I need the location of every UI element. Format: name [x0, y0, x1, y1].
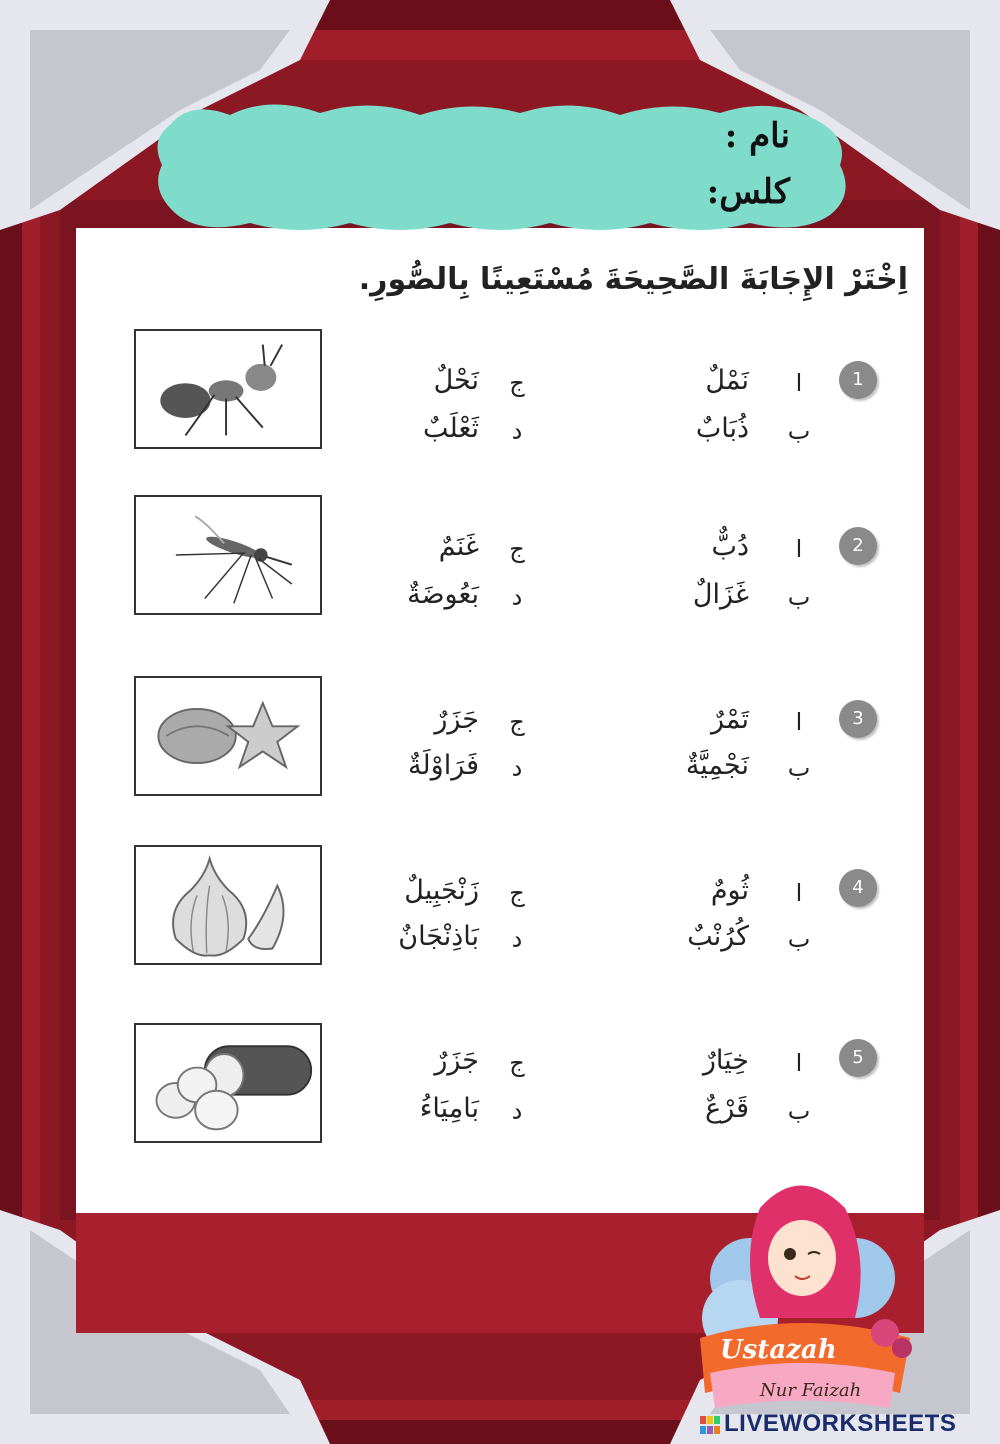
cucumber-icon	[136, 1025, 320, 1141]
option-d-letter: د	[511, 583, 523, 611]
option-c-word[interactable]: نَحْلٌ	[433, 365, 479, 396]
option-c-word[interactable]: جَزَرٌ	[434, 704, 479, 735]
option-c-letter: ج	[509, 879, 525, 907]
option-c-letter: ج	[509, 708, 525, 736]
mosquito-icon	[136, 497, 320, 613]
question-image	[134, 845, 322, 965]
option-c-letter: ج	[509, 535, 525, 563]
option-a-letter: ا	[795, 879, 803, 907]
option-b-word[interactable]: نَجْمِيَّةٌ	[685, 750, 749, 781]
question-3	[134, 676, 884, 796]
option-c-word[interactable]: غَنَمٌ	[438, 531, 479, 562]
option-d-letter: د	[511, 1097, 523, 1125]
question-1	[134, 329, 884, 449]
option-d-word[interactable]: بَعُوضَةٌ	[407, 579, 479, 610]
ant-icon	[136, 331, 320, 447]
brand-text: LIVEWORKSHEETS	[724, 1410, 957, 1437]
question-image	[134, 329, 322, 449]
question-5	[134, 1023, 884, 1143]
question-image	[134, 1023, 322, 1143]
option-d-word[interactable]: فَرَاوْلَةٌ	[407, 750, 479, 781]
option-a-word[interactable]: ثُومٌ	[710, 875, 749, 906]
option-b-letter: ب	[787, 417, 811, 445]
option-a-word[interactable]: دُبٌّ	[711, 531, 749, 562]
starfruit-icon	[136, 678, 320, 794]
option-d-letter: د	[511, 925, 523, 953]
question-number-badge: 1	[839, 361, 877, 399]
liveworksheets-logo-icon	[700, 1416, 722, 1434]
option-d-letter: د	[511, 417, 523, 445]
option-b-letter: ب	[787, 754, 811, 782]
option-b-letter: ب	[787, 1097, 811, 1125]
question-image	[134, 495, 322, 615]
option-c-word[interactable]: زَنْجَبِيلٌ	[404, 875, 479, 906]
option-d-word[interactable]: بَامِيَاءُ	[419, 1093, 479, 1124]
option-a-word[interactable]: نَمْلٌ	[705, 365, 749, 396]
question-number-badge: 2	[839, 527, 877, 565]
option-b-word[interactable]: قَرْعٌ	[705, 1093, 749, 1124]
option-a-word[interactable]: تَمْرٌ	[710, 704, 749, 735]
option-c-letter: ج	[509, 1049, 525, 1077]
option-a-word[interactable]: خِيَارٌ	[702, 1045, 749, 1076]
option-b-letter: ب	[787, 583, 811, 611]
option-d-word[interactable]: ثَعْلَبٌ	[423, 413, 479, 444]
question-image	[134, 676, 322, 796]
class-label: كلس:	[706, 172, 790, 212]
garlic-icon	[136, 847, 320, 963]
name-label: نام :	[724, 116, 790, 156]
option-a-letter: ا	[795, 369, 803, 397]
option-b-word[interactable]: غَزَالٌ	[692, 579, 749, 610]
question-2	[134, 495, 884, 615]
option-d-letter: د	[511, 754, 523, 782]
option-d-word[interactable]: بَاذِنْجَانٌ	[398, 921, 479, 952]
question-number-badge: 4	[839, 869, 877, 907]
option-a-letter: ا	[795, 535, 803, 563]
question-number-badge: 5	[839, 1039, 877, 1077]
option-c-letter: ج	[509, 369, 525, 397]
liveworksheets-brand[interactable]	[700, 1410, 956, 1438]
option-b-word[interactable]: كُرُنْبٌ	[687, 921, 749, 952]
option-b-word[interactable]: ذُبَابٌ	[695, 413, 749, 444]
option-a-letter: ا	[795, 708, 803, 736]
option-b-letter: ب	[787, 925, 811, 953]
logo-line1: Ustazah	[720, 1335, 837, 1365]
question-number-badge: 3	[839, 700, 877, 738]
option-c-word[interactable]: جَزَرٌ	[434, 1045, 479, 1076]
option-a-letter: ا	[795, 1049, 803, 1077]
ustazah-logo	[680, 1168, 930, 1418]
instruction-text: اِخْتَرْ الإِجَابَةَ الصَّحِيحَةَ مُسْتَعِينًا بِالصُّورِ.	[358, 262, 908, 297]
question-4	[134, 845, 884, 965]
logo-line2: Nur Faizah	[760, 1380, 862, 1401]
